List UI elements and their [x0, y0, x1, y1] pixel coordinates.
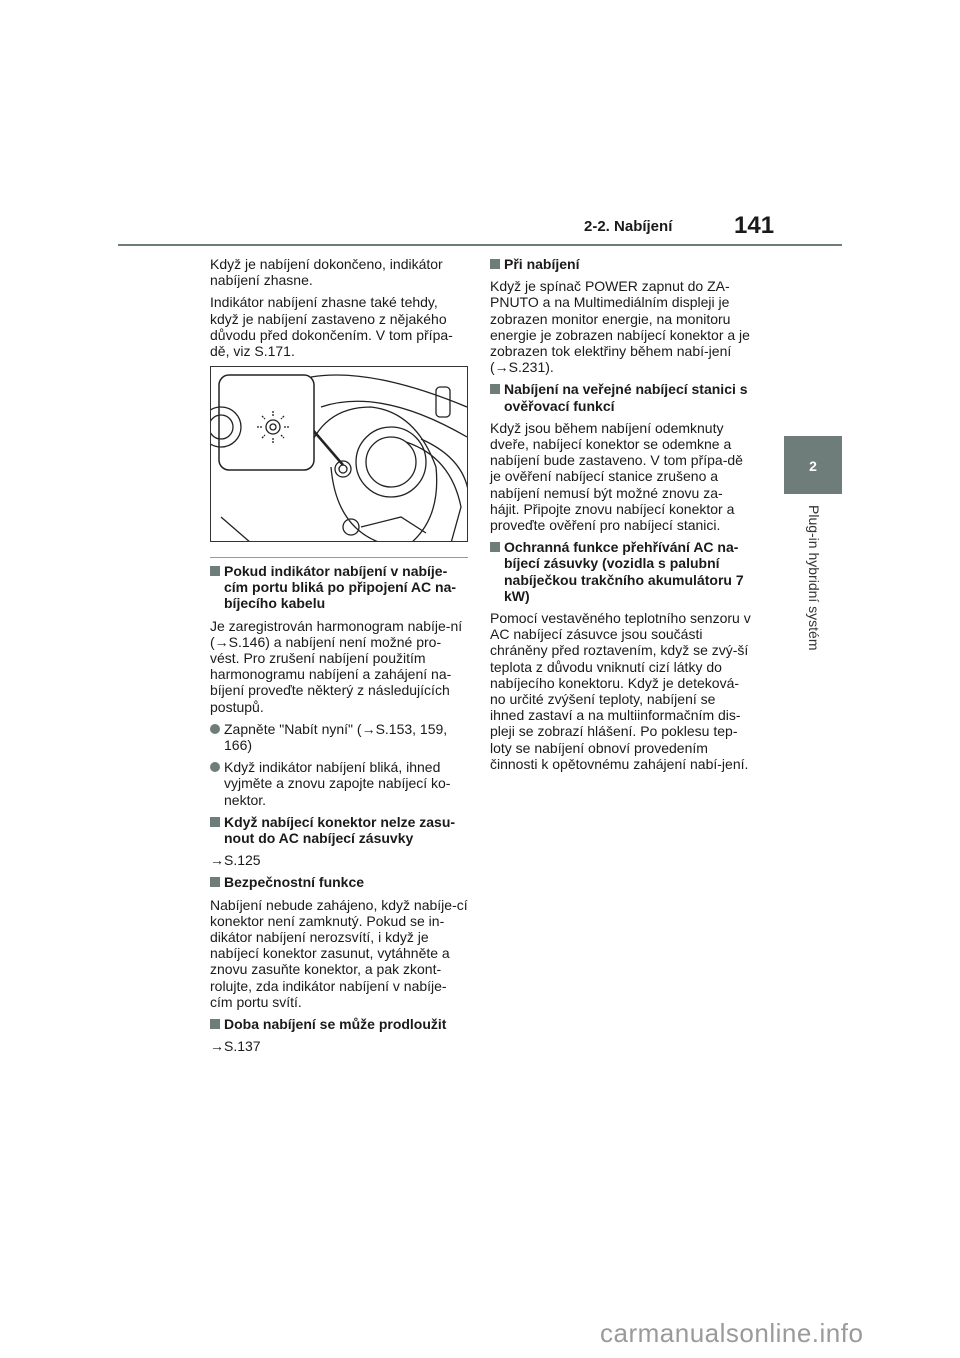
heading-square-icon — [210, 1019, 220, 1029]
reference-page-125: →S.125 — [210, 852, 261, 869]
heading-connector-insert: Když nabíjecí konektor nelze zasu-nout do AC nabíjecí zásuvky — [210, 814, 468, 846]
chapter-tab: 2 — [784, 436, 842, 494]
heading-square-icon — [490, 384, 500, 394]
page-number: 141 — [734, 212, 775, 239]
heading-square-icon — [210, 877, 220, 887]
heading-square-icon — [490, 542, 500, 552]
bullet-reconnect: Když indikátor nabíjení bliká, ihned vyjměte a znovu zapojte nabíjecí ko-nektor. — [210, 759, 468, 808]
figure-separator — [210, 557, 468, 558]
left-column — [210, 256, 468, 365]
intro-paragraph-1: Když je nabíjení dokončeno, indikátor nabíjení zhasne. — [210, 256, 443, 289]
intro-paragraph-2: Indikátor nabíjení zhasne také tehdy, když je nabíjení zastaveno z nějakého důvodu před dokončením. V tom přípa-dě, viz S.171. — [210, 294, 453, 360]
heading-during-charging: Při nabíjení — [490, 256, 752, 272]
chapter-title-text: Plug-in hybridní systém — [806, 505, 822, 651]
bullet-charge-now: Zapněte "Nabít nyní" (→S.153, 159, 166) — [210, 721, 468, 753]
left-column-lower — [210, 563, 468, 1060]
watermark: carmanualsonline.info — [600, 1318, 864, 1348]
right-column — [490, 256, 752, 778]
chapter-title — [800, 505, 824, 665]
heading-public-station: Nabíjení na veřejné nabíjecí stanici s ověřovací funkcí — [490, 381, 752, 413]
heading-square-icon — [210, 817, 220, 827]
heading-charging-time: Doba nabíjení se může prodloužit — [210, 1016, 468, 1032]
paragraph-overheat-protection: Pomocí vestavěného teplotního senzoru v AC nabíjecí zásuvce jsou součásti chráněny před roztavením, když se zvý-ší teplota z důvodu vniknutí cizí látky do nabíjecího konektoru. Když je deteková-no určité zvýšení teploty, nabíjení se ihned zastaví a na multiinformačním dis-pleji se zobrazí hlášení. Po poklesu tep-loty se nabíjení obnoví provedením činnosti k opětovnému zahájení nabí-jení. — [490, 610, 751, 772]
heading-overheat-protection: Ochranná funkce přehřívání AC na-bíjecí zásuvky (vozidla s palubní nabíječkou trakčního akumulátoru 7 kW) — [490, 539, 752, 604]
paragraph-during-charging: Když je spínač POWER zapnut do ZA-PNUTO a na Multimediálním displeji je zobrazen monitor energie, na monitoru energie je zobrazen nabíjecí konektor a je zobrazen tok elektřiny během nabí-jení (→S.231). — [490, 278, 750, 376]
paragraph-schedule: Je zaregistrován harmonogram nabíje-ní (→S.146) a nabíjení není možné pro-vést. Pro zrušení nabíjení použitím harmonogramu nabíjení a zahájení na-bíjení proveďte některý z následujících postupů. — [210, 617, 463, 715]
paragraph-safety: Nabíjení nebude zahájeno, když nabíje-cí konektor není zamknutý. Pokud se in-dikátor nabíjení nerozsvítí, i když je nabíjecí konektor zasunut, vytáhněte a znovu zasuňte konektor, a pak zkont-rolujte, zda indikátor nabíjení v nabíje-cím portu svítí. — [210, 896, 468, 1010]
heading-square-icon — [210, 566, 220, 576]
reference-page-137: →S.137 — [210, 1038, 261, 1055]
charging-port-drawing — [211, 367, 468, 542]
paragraph-public-station: Když jsou během nabíjení odemknuty dveře, nabíjecí konektor se odemkne a nabíjení bude zastaveno. V tom přípa-dě je ověření nabíjecí stanice zrušeno a nabíjení nemusí být možné znovu za-hájit. Připojte znovu nabíjecí konektor a proveďte ověření pro nabíjecí stanici. — [490, 419, 743, 534]
section-title: 2-2. Nabíjení — [584, 218, 673, 235]
bullet-dot-icon — [210, 724, 220, 734]
heading-safety-function: Bezpečnostní funkce — [210, 874, 468, 890]
header-rule — [118, 244, 842, 246]
bullet-dot-icon — [210, 762, 220, 772]
heading-square-icon — [490, 259, 500, 269]
heading-indicator-blinks: Pokud indikátor nabíjení v nabíje-cím portu bliká po připojení AC na-bíjecího kabelu — [210, 563, 468, 612]
charging-port-illustration — [210, 366, 468, 542]
